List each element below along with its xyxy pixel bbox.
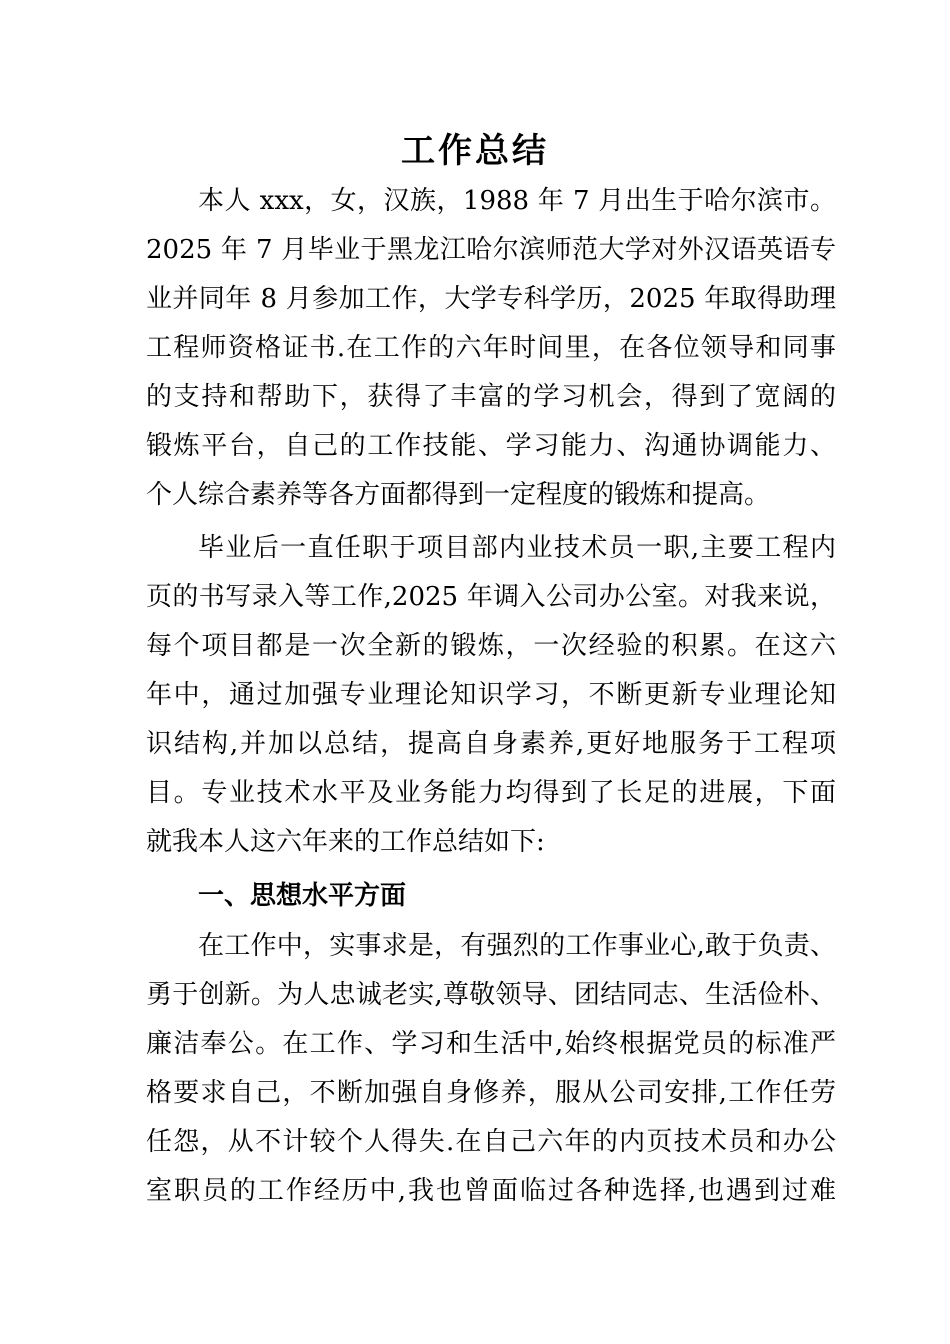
paragraph-line: 业并同年 8 月参加工作，大学专科学历，2025 年取得助理 — [146, 284, 836, 314]
paragraph-line: 目。专业技术水平及业务能力均得到了长足的进展，下面 — [146, 778, 836, 808]
page-title: 工作总结 — [401, 131, 549, 171]
paragraph-line: 毕业后一直任职于项目部内业技术员一职,主要工程内 — [198, 533, 836, 563]
paragraph-line: 廉洁奉公。在工作、学习和生活中,始终根据党员的标准严 — [146, 1029, 836, 1059]
paragraph-line: 每个项目都是一次全新的锻炼，一次经验的积累。在这六 — [146, 631, 836, 661]
paragraph-line: 年中，通过加强专业理论知识学习，不断更新专业理论知 — [146, 680, 836, 710]
paragraph-line: 本人 xxx，女，汉族，1988 年 7 月出生于哈尔滨市。 — [198, 186, 836, 216]
paragraph-line: 任怨，从不计较个人得失.在自己六年的内页技术员和办公 — [146, 1127, 836, 1157]
paragraph-line: 的支持和帮助下，获得了丰富的学习机会，得到了宽阔的 — [146, 382, 836, 412]
paragraph-line: 个人综合素养等各方面都得到一定程度的锻炼和提高。 — [146, 480, 771, 510]
paragraph-line: 识结构,并加以总结，提高自身素养,更好地服务于工程项 — [146, 729, 836, 759]
paragraph-line: 页的书写录入等工作,2025 年调入公司办公室。对我来说， — [146, 582, 836, 612]
paragraph-line: 勇于创新。为人忠诚老实,尊敬领导、团结同志、生活俭朴、 — [146, 980, 836, 1010]
paragraph-line: 锻炼平台，自己的工作技能、学习能力、沟通协调能力、 — [146, 431, 836, 461]
paragraph-line: 工程师资格证书.在工作的六年时间里，在各位领导和同事 — [146, 333, 836, 363]
paragraph-line: 2025 年 7 月毕业于黑龙江哈尔滨师范大学对外汉语英语专 — [146, 235, 836, 265]
section-heading: 一、思想水平方面 — [198, 881, 407, 911]
paragraph-line: 室职员的工作经历中,我也曾面临过各种选择,也遇到过难 — [146, 1176, 836, 1206]
paragraph-line: 格要求自己，不断加强自身修养，服从公司安排,工作任劳 — [146, 1078, 836, 1108]
paragraph-line: 就我本人这六年来的工作总结如下: — [146, 827, 545, 857]
paragraph-line: 在工作中，实事求是，有强烈的工作事业心,敢于负责、 — [198, 931, 836, 961]
